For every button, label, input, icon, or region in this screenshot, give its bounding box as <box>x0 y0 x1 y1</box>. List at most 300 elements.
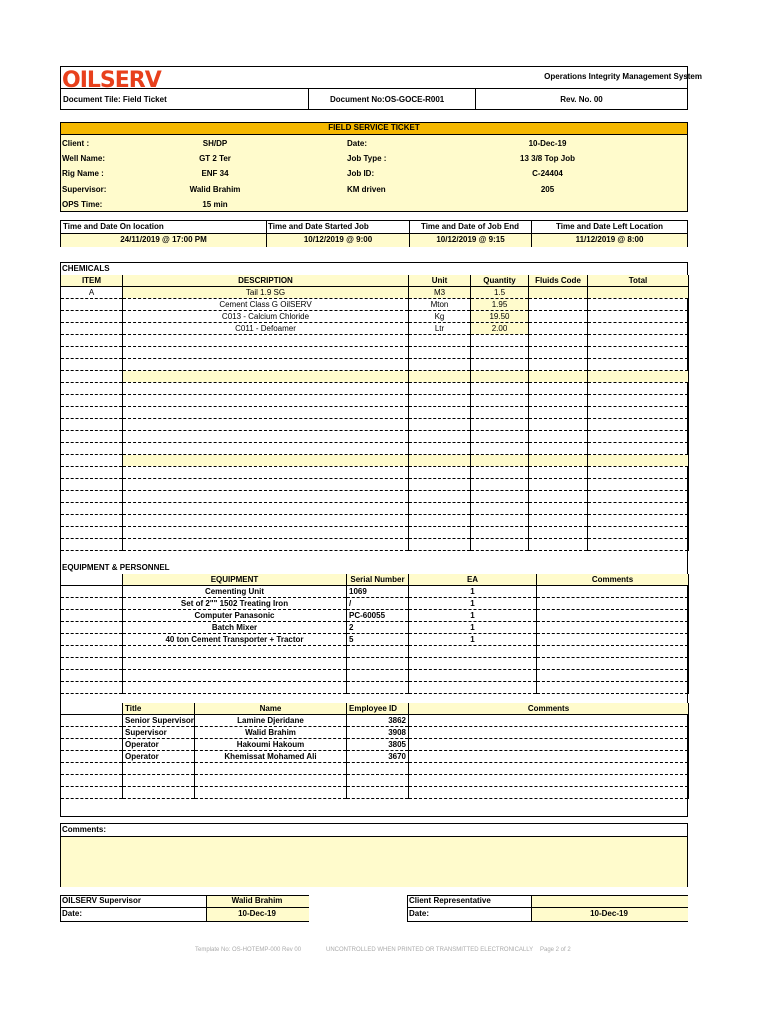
table-cell: Cement Class G OilSERV <box>123 299 409 311</box>
table-cell <box>409 763 689 775</box>
chemicals-row <box>61 323 689 335</box>
chemicals-row <box>61 299 689 311</box>
personnel-row <box>61 739 689 751</box>
table-cell <box>529 383 588 395</box>
table-cell: A <box>61 287 123 299</box>
table-cell <box>123 347 409 359</box>
table-cell <box>123 515 409 527</box>
table-cell: 2.00 <box>471 323 529 335</box>
table-cell: 19.50 <box>471 311 529 323</box>
table-cell: 3670 <box>347 751 409 763</box>
table-cell: PC-60055 <box>347 610 409 622</box>
table-cell <box>588 455 689 467</box>
table-cell: 3805 <box>347 739 409 751</box>
started-job-value: 10/12/2019 @ 9:00 <box>303 235 373 244</box>
column-header: Serial Number <box>347 574 409 586</box>
job-end-header: Time and Date of Job End <box>420 222 520 231</box>
table-cell <box>588 407 689 419</box>
footer-template: Template No: OS-HOTEMP-000 Rev 00 <box>195 947 302 953</box>
table-cell <box>61 299 123 311</box>
table-cell <box>588 359 689 371</box>
client-date-label: Date: <box>409 909 430 918</box>
chemicals-row <box>61 359 689 371</box>
client-value: SH/DP <box>202 139 228 148</box>
date-value: 10-Dec-19 <box>528 139 567 148</box>
table-cell <box>123 527 409 539</box>
table-cell <box>61 763 123 775</box>
table-cell <box>61 467 123 479</box>
table-cell: Cementing Unit <box>123 586 347 598</box>
table-cell <box>588 431 689 443</box>
table-cell: Tail 1.9 SG <box>123 287 409 299</box>
table-cell <box>588 527 689 539</box>
table-cell <box>588 443 689 455</box>
table-cell: 40 ton Cement Transporter + Tractor <box>123 634 347 646</box>
table-cell: 1 <box>409 598 537 610</box>
chemicals-row <box>61 503 689 515</box>
table-cell <box>195 787 347 799</box>
table-cell <box>123 467 409 479</box>
comments-area[interactable] <box>61 836 687 887</box>
table-cell <box>471 431 529 443</box>
table-cell <box>61 311 123 323</box>
table-cell: Kg <box>409 311 471 323</box>
table-cell <box>588 503 689 515</box>
table-cell <box>409 491 471 503</box>
table-cell <box>471 359 529 371</box>
table-cell <box>529 467 588 479</box>
table-cell: Operator <box>123 739 195 751</box>
table-cell: Hakoumi Hakoum <box>195 739 347 751</box>
km-driven-value: 205 <box>540 185 555 194</box>
rig-name-label: Rig Name : <box>62 169 104 178</box>
column-header: Quantity <box>471 275 529 287</box>
table-cell <box>409 455 471 467</box>
table-cell <box>537 682 689 694</box>
table-cell: Set of 2"" 1502 Treating Iron <box>123 598 347 610</box>
chemicals-row <box>61 419 689 431</box>
table-cell <box>529 455 588 467</box>
table-cell <box>409 539 471 551</box>
equipment-header-row <box>61 574 689 586</box>
table-cell <box>409 395 471 407</box>
table-cell <box>123 443 409 455</box>
job-id-label: Job ID: <box>347 169 375 178</box>
table-cell <box>588 311 689 323</box>
left-location-header: Time and Date Left Location <box>556 222 663 231</box>
table-cell <box>61 775 123 787</box>
personnel-row <box>61 715 689 727</box>
table-cell <box>537 610 689 622</box>
table-cell: 3908 <box>347 727 409 739</box>
table-cell <box>409 787 689 799</box>
table-cell <box>471 479 529 491</box>
table-cell <box>409 775 689 787</box>
table-cell <box>529 371 588 383</box>
table-cell <box>409 347 471 359</box>
table-cell <box>347 670 409 682</box>
table-cell: 1 <box>409 586 537 598</box>
table-cell <box>347 646 409 658</box>
table-cell <box>588 491 689 503</box>
chemicals-row <box>61 383 689 395</box>
table-cell <box>123 383 409 395</box>
table-cell <box>588 515 689 527</box>
table-cell <box>409 407 471 419</box>
table-cell <box>61 503 123 515</box>
column-header: Comments <box>537 574 689 586</box>
table-cell: 1.5 <box>471 287 529 299</box>
table-cell <box>588 287 689 299</box>
table-cell <box>537 622 689 634</box>
table-cell <box>409 739 689 751</box>
table-cell <box>61 347 123 359</box>
equipment-row <box>61 646 689 658</box>
header-sep-1 <box>308 88 309 110</box>
ops-time-value: 15 min <box>202 200 228 209</box>
column-header: Name <box>195 703 347 715</box>
table-cell <box>61 634 123 646</box>
chemicals-row <box>61 311 689 323</box>
client-label: Client : <box>62 139 90 148</box>
table-cell <box>588 299 689 311</box>
table-cell <box>588 395 689 407</box>
table-cell: 1.95 <box>471 299 529 311</box>
table-cell <box>537 646 689 658</box>
supervisor-label: Supervisor: <box>62 185 107 194</box>
chemicals-row <box>61 491 689 503</box>
table-cell <box>61 371 123 383</box>
equipment-row <box>61 670 689 682</box>
table-cell: Computer Panasonic <box>123 610 347 622</box>
on-location-value: 24/11/2019 @ 17:00 PM <box>120 235 207 244</box>
table-cell <box>471 407 529 419</box>
table-cell <box>409 751 689 763</box>
equipment-row <box>61 586 689 598</box>
table-cell <box>61 622 123 634</box>
table-cell <box>61 383 123 395</box>
table-cell <box>123 682 347 694</box>
table-cell <box>123 395 409 407</box>
table-cell <box>409 658 537 670</box>
chemicals-row <box>61 287 689 299</box>
table-cell <box>529 407 588 419</box>
rev-number: Rev. No. 00 <box>560 95 603 104</box>
table-cell <box>195 763 347 775</box>
table-cell <box>61 479 123 491</box>
table-cell <box>529 515 588 527</box>
equipment-row <box>61 598 689 610</box>
table-cell <box>61 670 123 682</box>
ops-time-label: OPS Time: <box>62 200 103 209</box>
column-header <box>61 574 123 586</box>
footer-notice: UNCONTROLLED WHEN PRINTED OR TRANSMITTED ELECTRONICALLY <box>326 947 534 953</box>
ticket-title: FIELD SERVICE TICKET <box>328 123 420 132</box>
footer-page: Page 2 of 2 <box>540 947 571 953</box>
table-cell <box>471 455 529 467</box>
table-cell: 1069 <box>347 586 409 598</box>
table-cell: 2 <box>347 622 409 634</box>
table-cell <box>123 787 195 799</box>
oilserv-date-value: 10-Dec-19 <box>238 909 276 918</box>
table-cell <box>588 479 689 491</box>
table-cell <box>529 287 588 299</box>
table-cell <box>529 539 588 551</box>
table-cell <box>409 419 471 431</box>
oilserv-supervisor-label: OILSERV Supervisor <box>62 896 141 905</box>
table-cell <box>123 646 347 658</box>
chemicals-table <box>60 275 689 551</box>
equipment-row <box>61 610 689 622</box>
personnel-row <box>61 751 689 763</box>
table-cell: C013 - Calcium Chloride <box>123 311 409 323</box>
personnel-row <box>61 727 689 739</box>
table-cell <box>471 347 529 359</box>
table-cell <box>61 515 123 527</box>
table-cell <box>61 539 123 551</box>
oilserv-date-label: Date: <box>62 909 83 918</box>
job-id-value: C-24404 <box>532 169 563 178</box>
table-cell <box>588 383 689 395</box>
table-cell <box>409 467 471 479</box>
table-cell <box>409 527 471 539</box>
table-cell <box>471 371 529 383</box>
table-cell <box>61 527 123 539</box>
table-cell <box>61 727 123 739</box>
table-cell <box>61 395 123 407</box>
table-cell: Operator <box>123 751 195 763</box>
job-type-label: Job Type : <box>347 154 387 163</box>
chemicals-row <box>61 479 689 491</box>
chemicals-row <box>61 395 689 407</box>
table-cell <box>61 407 123 419</box>
table-cell <box>471 383 529 395</box>
table-cell <box>409 443 471 455</box>
chemicals-header-row <box>61 275 689 287</box>
table-cell <box>123 491 409 503</box>
chemicals-row <box>61 443 689 455</box>
table-cell <box>61 610 123 622</box>
table-cell <box>409 727 689 739</box>
chemicals-row <box>61 431 689 443</box>
personnel-row <box>61 775 689 787</box>
table-cell <box>61 359 123 371</box>
table-cell <box>347 787 409 799</box>
km-driven-label: KM driven <box>347 185 386 194</box>
client-date-value: 10-Dec-19 <box>590 909 628 918</box>
table-cell <box>471 539 529 551</box>
table-cell: 1 <box>409 634 537 646</box>
table-cell <box>123 335 409 347</box>
column-header: Employee ID <box>347 703 409 715</box>
table-cell <box>537 634 689 646</box>
table-cell <box>409 335 471 347</box>
table-cell <box>61 419 123 431</box>
table-cell <box>409 383 471 395</box>
supervisor-value: Walid Brahim <box>189 185 241 194</box>
table-cell <box>529 479 588 491</box>
table-cell <box>529 359 588 371</box>
table-cell <box>61 787 123 799</box>
table-cell <box>347 775 409 787</box>
table-cell <box>123 763 195 775</box>
table-cell <box>61 335 123 347</box>
table-cell <box>471 419 529 431</box>
table-cell <box>409 715 689 727</box>
table-cell <box>588 467 689 479</box>
chemicals-row <box>61 455 689 467</box>
table-cell <box>471 395 529 407</box>
table-cell <box>529 335 588 347</box>
table-cell <box>471 527 529 539</box>
date-label: Date: <box>347 139 368 148</box>
personnel-row <box>61 763 689 775</box>
personnel-header-row <box>61 703 689 715</box>
table-cell: Ltr <box>409 323 471 335</box>
table-cell <box>529 527 588 539</box>
chemicals-row <box>61 335 689 347</box>
table-cell <box>529 431 588 443</box>
equipment-row <box>61 634 689 646</box>
table-cell <box>61 682 123 694</box>
well-name-value: GT 2 Ter <box>199 154 231 163</box>
table-cell: Senior Supervisor <box>123 715 195 727</box>
comments-label: Comments: <box>62 825 107 834</box>
table-cell <box>471 335 529 347</box>
chemicals-row <box>61 371 689 383</box>
table-cell <box>61 586 123 598</box>
table-cell <box>529 395 588 407</box>
table-cell <box>529 443 588 455</box>
chemicals-row <box>61 347 689 359</box>
table-cell: 5 <box>347 634 409 646</box>
table-cell <box>123 431 409 443</box>
table-cell <box>61 739 123 751</box>
chemicals-section-label: CHEMICALS <box>62 264 110 273</box>
table-cell <box>409 431 471 443</box>
table-cell <box>123 670 347 682</box>
table-cell <box>123 359 409 371</box>
equipment-table <box>60 574 689 694</box>
table-cell <box>471 491 529 503</box>
table-cell: M3 <box>409 287 471 299</box>
table-cell <box>347 682 409 694</box>
table-cell <box>123 455 409 467</box>
chemicals-row <box>61 467 689 479</box>
table-cell <box>61 443 123 455</box>
table-cell <box>588 347 689 359</box>
equipment-row <box>61 682 689 694</box>
table-cell <box>471 467 529 479</box>
table-cell <box>61 658 123 670</box>
table-cell <box>409 682 537 694</box>
left-location-value: 11/12/2019 @ 8:00 <box>575 235 644 244</box>
rig-name-value: ENF 34 <box>201 169 229 178</box>
table-cell: Batch Mixer <box>123 622 347 634</box>
table-cell: Mton <box>409 299 471 311</box>
table-cell <box>471 503 529 515</box>
column-header: Unit <box>409 275 471 287</box>
table-cell <box>529 503 588 515</box>
table-cell <box>471 515 529 527</box>
table-cell: 1 <box>409 622 537 634</box>
doc-title: Document Tile: Field Ticket <box>63 95 167 104</box>
equipment-row <box>61 658 689 670</box>
table-cell: Supervisor <box>123 727 195 739</box>
table-cell <box>61 598 123 610</box>
table-cell <box>588 539 689 551</box>
system-name: Operations Integrity Management System <box>544 72 702 81</box>
on-location-header: Time and Date On location <box>63 222 164 231</box>
chemicals-row <box>61 539 689 551</box>
table-cell <box>409 503 471 515</box>
table-cell <box>61 491 123 503</box>
equipment-section-label: EQUIPMENT & PERSONNEL <box>62 563 170 572</box>
table-cell: / <box>347 598 409 610</box>
table-cell <box>471 443 529 455</box>
table-cell <box>61 323 123 335</box>
table-cell <box>409 670 537 682</box>
client-rep-label: Client Representative <box>409 896 491 905</box>
column-header: Total <box>588 275 689 287</box>
table-cell <box>123 407 409 419</box>
table-cell: 3862 <box>347 715 409 727</box>
table-cell <box>529 491 588 503</box>
well-name-label: Well Name: <box>62 154 105 163</box>
chemicals-row <box>61 515 689 527</box>
oilserv-logo: OILSERV <box>62 68 161 93</box>
table-cell <box>123 479 409 491</box>
table-cell <box>588 323 689 335</box>
table-cell <box>409 359 471 371</box>
table-cell: Walid Brahim <box>195 727 347 739</box>
started-job-header: Time and Date Started Job <box>268 222 369 231</box>
table-cell: Khemissat Mohamed Ali <box>195 751 347 763</box>
table-cell <box>61 751 123 763</box>
equipment-row <box>61 622 689 634</box>
table-cell <box>529 299 588 311</box>
job-type-value: 13 3/8 Top Job <box>520 154 575 163</box>
table-cell <box>588 335 689 347</box>
table-cell <box>123 539 409 551</box>
column-header: Comments <box>409 703 689 715</box>
table-cell <box>123 775 195 787</box>
column-header: Fluids Code <box>529 275 588 287</box>
personnel-table <box>60 703 689 799</box>
table-cell <box>123 419 409 431</box>
table-cell <box>529 311 588 323</box>
table-cell <box>588 419 689 431</box>
column-header: Title <box>123 703 195 715</box>
chemicals-row <box>61 527 689 539</box>
table-cell <box>61 715 123 727</box>
column-header: EA <box>409 574 537 586</box>
table-cell <box>529 347 588 359</box>
table-cell <box>409 515 471 527</box>
table-cell <box>409 646 537 658</box>
doc-number: Document No:OS-GOCE-R001 <box>330 95 445 104</box>
table-cell: C011 - Defoamer <box>123 323 409 335</box>
table-cell <box>409 479 471 491</box>
table-cell <box>61 455 123 467</box>
column-header: ITEM <box>61 275 123 287</box>
column-header: EQUIPMENT <box>123 574 347 586</box>
table-cell <box>195 775 347 787</box>
table-cell <box>123 503 409 515</box>
column-header <box>61 703 123 715</box>
table-cell <box>537 658 689 670</box>
personnel-row <box>61 787 689 799</box>
